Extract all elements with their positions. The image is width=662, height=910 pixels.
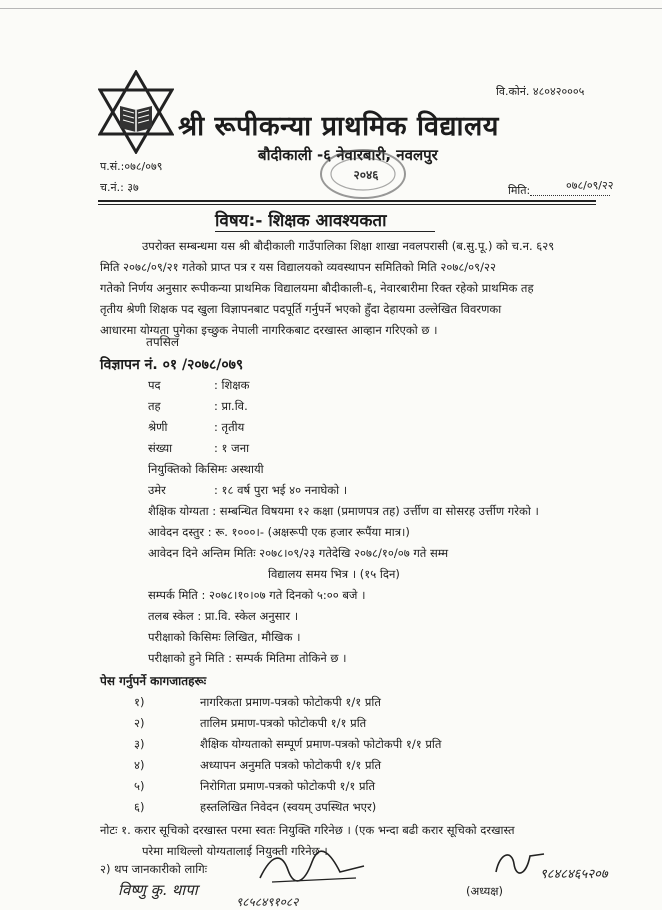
school-stamp-icon — [316, 145, 410, 203]
intro-line: गतेको निर्णय अनुसार रूपीकन्या प्राथमिक विद्यालयमा बौदीकाली-६, नेवारबारीमा रिक्त रहेको प्राथमिक तह — [100, 281, 534, 295]
date-dotted-line — [530, 195, 610, 196]
intro-line: तृतीय श्रेणी शिक्षक पद खुला विज्ञापनबाट पदपूर्ति गर्नुपर्ने भएको हुँदा देहायमा उल्लेखित विवरणका — [100, 302, 502, 316]
vigyapan-number: विज्ञापन नं. ०१ /२०७८/०७९ — [100, 357, 244, 373]
signature-center-icon — [252, 848, 372, 890]
stamp-year: २०४६ — [353, 168, 379, 182]
antim-miti-cont: विद्यालय समय भित्र । (१५ दिन) — [268, 567, 400, 581]
doc-number: ५) — [134, 779, 145, 793]
detail-value-pad: : शिक्षक — [214, 378, 250, 392]
antim-miti: आवेदन दिने अन्तिम मितिः २०७८।०९/२३ गतेदेखि २०७८/१०/०७ गते सम्म — [148, 546, 449, 560]
patra-sankhya: प.सं.:०७८/०७९ — [100, 160, 163, 173]
doc-item: हस्तलिखित निवेदन (स्वयम् उपस्थित भएर) — [200, 800, 377, 814]
handwritten-name-left: विष्णु कु. थापा — [118, 881, 198, 899]
intro-line: उपरोक्त सम्बन्धमा यस श्री बौदीकाली गाउँपालिका शिक्षा शाखा नवलपरासी (ब.सु.पू.) को च.न. ६२९ — [142, 239, 555, 253]
chairman-label: (अध्यक्ष) — [466, 884, 503, 898]
subject-heading: विषय:- शिक्षक आवश्यकता — [215, 211, 387, 231]
subject-underline — [215, 231, 435, 232]
note-line: परेमा माथिल्लो योग्यतालाई नियुक्ती गरिनेछ । — [142, 844, 328, 858]
doc-number: ३) — [134, 737, 145, 751]
doc-item: तालिम प्रमाण-पत्रको फोटोकपी १/१ प्रति — [200, 716, 367, 730]
doc-item: नागरिकता प्रमाण-पत्रको फोटोकपी १/१ प्रति — [200, 695, 381, 709]
doc-number: १) — [134, 695, 145, 709]
more-info-label: २) थप जानकारीको लागिः — [100, 862, 208, 876]
handwritten-phone-left: ९८५८४९१०८२ — [236, 895, 299, 909]
detail-value-shreni: : तृतीय — [214, 420, 245, 434]
pariksha-kisim: परीक्षाको किसिमः लिखित, मौखिक । — [148, 630, 301, 644]
doc-item: निरोगिता प्रमाण-पत्रको फोटोकपी १/१ प्रति — [200, 779, 376, 793]
school-name: श्री रूपीकन्या प्राथमिक विद्यालय — [178, 111, 499, 142]
documents-heading: पेस गर्नुपर्ने कागजातहरूः — [100, 674, 207, 688]
header-rule — [98, 200, 596, 202]
shaikshik-yogyata: शैक्षिक योग्यता : सम्बन्धित विषयमा १२ कक्षा (प्रमाणपत्र तह) उर्त्तीण वा सोसरह उर्त्तीण गरेको । — [148, 504, 539, 518]
umer-value: : १८ वर्ष पुरा भई ४० ननाघेको । — [214, 483, 348, 497]
date-value: ०७८/०९/२२ — [566, 179, 614, 192]
detail-label-pad: पद — [148, 378, 161, 392]
aavedan-dastur: आवेदन दस्तुर : रू. १०००।- (अक्षरूपी एक हजार रूपैंया मात्र।) — [148, 525, 410, 539]
umer-label: उमेर — [148, 483, 166, 497]
school-logo-icon — [98, 70, 174, 154]
doc-item: शैक्षिक योग्यताको सम्पूर्ण प्रमाण-पत्रको फोटोकपी १/१ प्रति — [200, 737, 442, 751]
school-address: बौदीकाली -६ नेवारबारी, नवलपुर — [258, 146, 438, 164]
handwritten-phone-right: ९८४८४६५२०७ — [540, 867, 608, 882]
detail-label-sankhya: संख्या — [148, 441, 173, 455]
talab-scale: तलब स्केल : प्रा.वि. स्केल अनुसार । — [148, 609, 299, 623]
note-line: नोटः १. करार सूचिको दरखास्त परमा स्वतः नियुक्ति गरिनेछ । (एक भन्दा बढी करार सूचिको दरखास्त — [100, 823, 515, 837]
niyukti-kisim: नियुक्तिको किसिमः अस्थायी — [148, 462, 264, 476]
intro-paragraph — [100, 236, 605, 341]
doc-number: ६) — [134, 800, 145, 814]
detail-value-sankhya: : १ जना — [214, 441, 250, 455]
page-top-border — [0, 0, 662, 9]
header-rule-thin — [98, 204, 596, 205]
intro-line: मिति २०७८/०९/२१ गतेको प्राप्त पत्र र यस विद्यालयको व्यवस्थापन समितिको मिति २०७८/०९/२२ — [100, 260, 496, 274]
doc-item: अध्यापन अनुमति पत्रको फोटोकपी १/१ प्रति — [200, 758, 382, 772]
detail-label-taha: तह — [148, 399, 161, 413]
tapsil-heading: तपसिल — [146, 335, 180, 349]
detail-value-taha: : प्रा.वि. — [214, 399, 248, 413]
date-label: मिति: — [508, 184, 531, 197]
doc-number: २) — [134, 716, 145, 730]
doc-number: ४) — [134, 758, 145, 772]
intro-line: आधारमा योग्यता पुगेका इच्छुक नेपाली नागरिकबाट दरखास्त आव्हान गरिएको छ । — [100, 323, 438, 337]
detail-label-shreni: श्रेणी — [148, 420, 168, 434]
registration-number: वि.कोनं. ४८०४२०००५ — [496, 85, 585, 98]
samparka-miti: सम्पर्क मिति : २०७८।१०।०७ गते दिनको ५:०० बजे । — [148, 588, 366, 602]
pariksha-miti: परीक्षाको हुने मिति : सम्पर्क मितिमा तोकिने छ । — [148, 651, 347, 665]
chalani-number: च.नं.: ३७ — [100, 181, 139, 194]
